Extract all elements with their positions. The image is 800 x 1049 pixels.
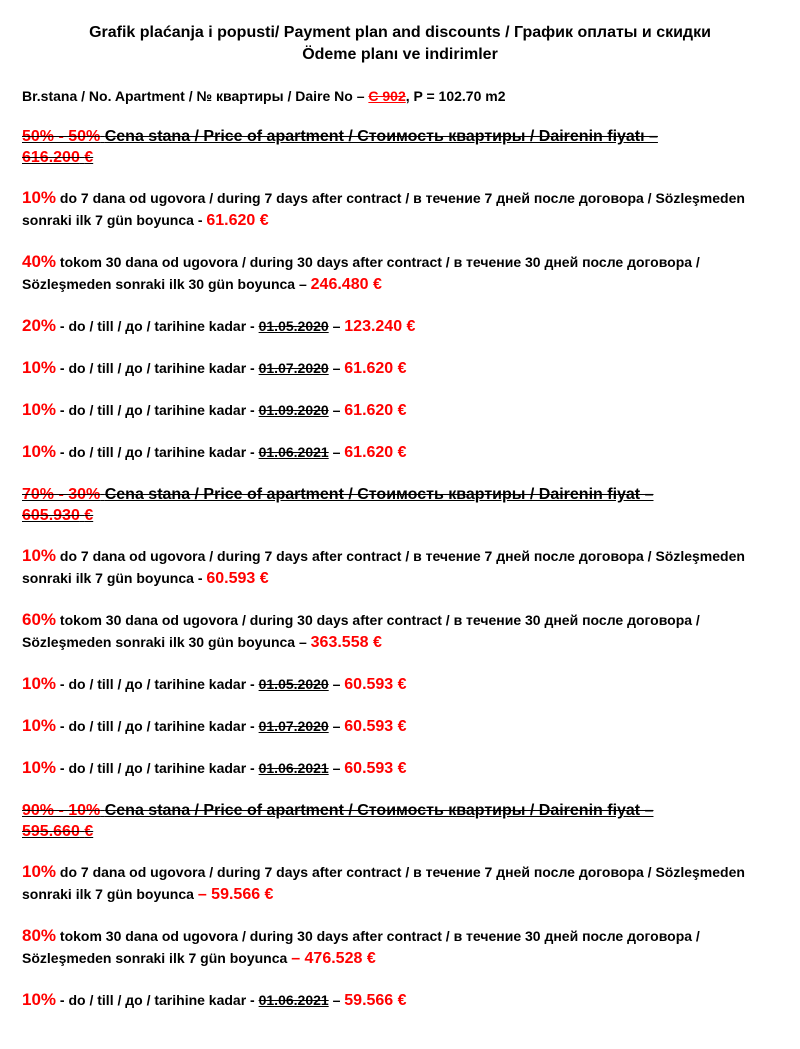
payment-percent: 60% xyxy=(22,610,57,629)
payment-amount: 61.620 € xyxy=(206,212,269,229)
payment-terms: - do / till / до / tarihine kadar - xyxy=(59,760,255,776)
payment-row xyxy=(22,357,778,380)
separator-dash: – xyxy=(332,318,341,334)
payment-due-date: 01.05.2020 xyxy=(258,676,329,692)
payment-amount: 60.593 € xyxy=(344,760,407,777)
payment-amount: 61.620 € xyxy=(344,402,407,419)
payment-row xyxy=(22,861,778,906)
payment-terms: do 7 dana od ugovora / during 7 days after contract / в течение 7 дней после договора / Sözleşmeden sonraki ilk 7 gün boyunca - xyxy=(22,190,745,228)
payment-due-date: 01.05.2020 xyxy=(258,318,329,334)
payment-percent: 80% xyxy=(22,926,57,945)
payment-row xyxy=(22,673,778,696)
payment-amount: – 59.566 € xyxy=(197,886,274,903)
payment-row xyxy=(22,315,778,338)
payment-amount: 60.593 € xyxy=(344,718,407,735)
payment-percent: 10% xyxy=(22,442,57,461)
payment-terms: do 7 dana od ugovora / during 7 days after contract / в течение 7 дней после договора / Sözleşmeden sonraki ilk 7 gün boyunca - xyxy=(22,548,745,586)
payment-percent: 10% xyxy=(22,546,57,565)
apartment-label: Br.stana / No. Apartment / № квартиры / Daire No – xyxy=(22,88,365,104)
payment-due-date: 01.07.2020 xyxy=(258,360,329,376)
payment-terms: tokom 30 dana od ugovora / during 30 days after contract / в течение 30 дней после договора / Sözleşmeden sonraki ilk 30 gün boyunca – xyxy=(22,612,700,650)
payment-due-date: 01.09.2020 xyxy=(258,402,329,418)
payment-due-date: 01.07.2020 xyxy=(258,718,329,734)
separator-dash: – xyxy=(332,402,341,418)
payment-amount: 59.566 € xyxy=(344,992,407,1009)
payment-terms: tokom 30 dana od ugovora / during 30 days after contract / в течение 30 дней после договора / Sözleşmeden sonraki ilk 30 gün boyunca – xyxy=(22,254,700,292)
title-line-2: Ödeme planı ve indirimler xyxy=(302,46,498,63)
payment-terms: - do / till / до / tarihine kadar - xyxy=(59,360,255,376)
payment-amount: – 476.528 € xyxy=(291,950,376,967)
payment-amount: 61.620 € xyxy=(344,444,407,461)
apartment-info xyxy=(22,86,778,106)
payment-row xyxy=(22,441,778,464)
separator-dash: – xyxy=(332,992,341,1008)
page-title xyxy=(22,22,778,66)
payment-percent: 10% xyxy=(22,358,57,377)
payment-terms: - do / till / до / tarihine kadar - xyxy=(59,718,255,734)
payment-percent: 20% xyxy=(22,316,57,335)
payment-row xyxy=(22,251,778,296)
payment-amount: 246.480 € xyxy=(310,276,382,293)
payment-due-date: 01.06.2021 xyxy=(258,444,329,460)
price-label: Cena stana / Price of apartment / Стоимость квартиры / Dairenin fiyatı – xyxy=(104,128,658,145)
title-line-1: Grafik plaćanja i popusti/ Payment plan and discounts / График оплаты и скидки xyxy=(89,24,711,41)
payment-percent: 10% xyxy=(22,400,57,419)
payment-amount: 363.558 € xyxy=(310,634,382,651)
payment-amount: 60.593 € xyxy=(206,570,269,587)
section-heading xyxy=(22,126,778,168)
separator-dash: – xyxy=(332,718,341,734)
payment-row xyxy=(22,187,778,232)
apartment-price: 616.200 xyxy=(22,149,80,166)
payment-due-date: 01.06.2021 xyxy=(258,992,329,1008)
payment-amount: 123.240 € xyxy=(344,318,416,335)
payment-sections xyxy=(22,126,778,1012)
apartment-number: C 902 xyxy=(368,88,406,104)
apartment-price: 605.930 xyxy=(22,507,80,524)
separator-dash: – xyxy=(332,360,341,376)
payment-row xyxy=(22,925,778,970)
payment-due-date: 01.06.2021 xyxy=(258,760,329,776)
plan-ratio: 50% - 50% xyxy=(22,128,101,145)
payment-amount: 60.593 € xyxy=(344,676,407,693)
price-currency: € xyxy=(84,507,94,524)
payment-terms: - do / till / до / tarihine kadar - xyxy=(59,444,255,460)
plan-ratio: 90% - 10% xyxy=(22,802,101,819)
payment-row xyxy=(22,715,778,738)
separator-dash: – xyxy=(332,676,341,692)
price-currency: € xyxy=(84,149,94,166)
apartment-area: , P = 102.70 m2 xyxy=(405,88,506,104)
payment-row xyxy=(22,609,778,654)
payment-amount: 61.620 € xyxy=(344,360,407,377)
payment-row xyxy=(22,757,778,780)
separator-dash: – xyxy=(332,444,341,460)
payment-terms: - do / till / до / tarihine kadar - xyxy=(59,992,255,1008)
payment-percent: 10% xyxy=(22,990,57,1009)
payment-percent: 10% xyxy=(22,862,57,881)
payment-percent: 10% xyxy=(22,188,57,207)
payment-terms: - do / till / до / tarihine kadar - xyxy=(59,676,255,692)
payment-terms: tokom 30 dana od ugovora / during 30 days after contract / в течение 30 дней после договора / Sözleşmeden sonraki ilk 7 gün boyunca xyxy=(22,928,700,966)
price-label: Cena stana / Price of apartment / Стоимость квартиры / Dairenin fiyat – xyxy=(104,802,654,819)
section-heading xyxy=(22,800,778,842)
payment-row xyxy=(22,545,778,590)
apartment-price: 595.660 xyxy=(22,823,80,840)
separator-dash: – xyxy=(332,760,341,776)
payment-percent: 10% xyxy=(22,716,57,735)
payment-percent: 10% xyxy=(22,674,57,693)
payment-terms: - do / till / до / tarihine kadar - xyxy=(59,318,255,334)
payment-row xyxy=(22,989,778,1012)
price-label: Cena stana / Price of apartment / Стоимость квартиры / Dairenin fiyat – xyxy=(104,486,654,503)
price-currency: € xyxy=(84,823,94,840)
payment-row xyxy=(22,399,778,422)
payment-percent: 10% xyxy=(22,758,57,777)
plan-ratio: 70% - 30% xyxy=(22,486,101,503)
payment-terms: do 7 dana od ugovora / during 7 days after contract / в течение 7 дней после договора / Sözleşmeden sonraki ilk 7 gün boyunca xyxy=(22,864,745,902)
payment-terms: - do / till / до / tarihine kadar - xyxy=(59,402,255,418)
section-heading xyxy=(22,484,778,526)
payment-percent: 40% xyxy=(22,252,57,271)
